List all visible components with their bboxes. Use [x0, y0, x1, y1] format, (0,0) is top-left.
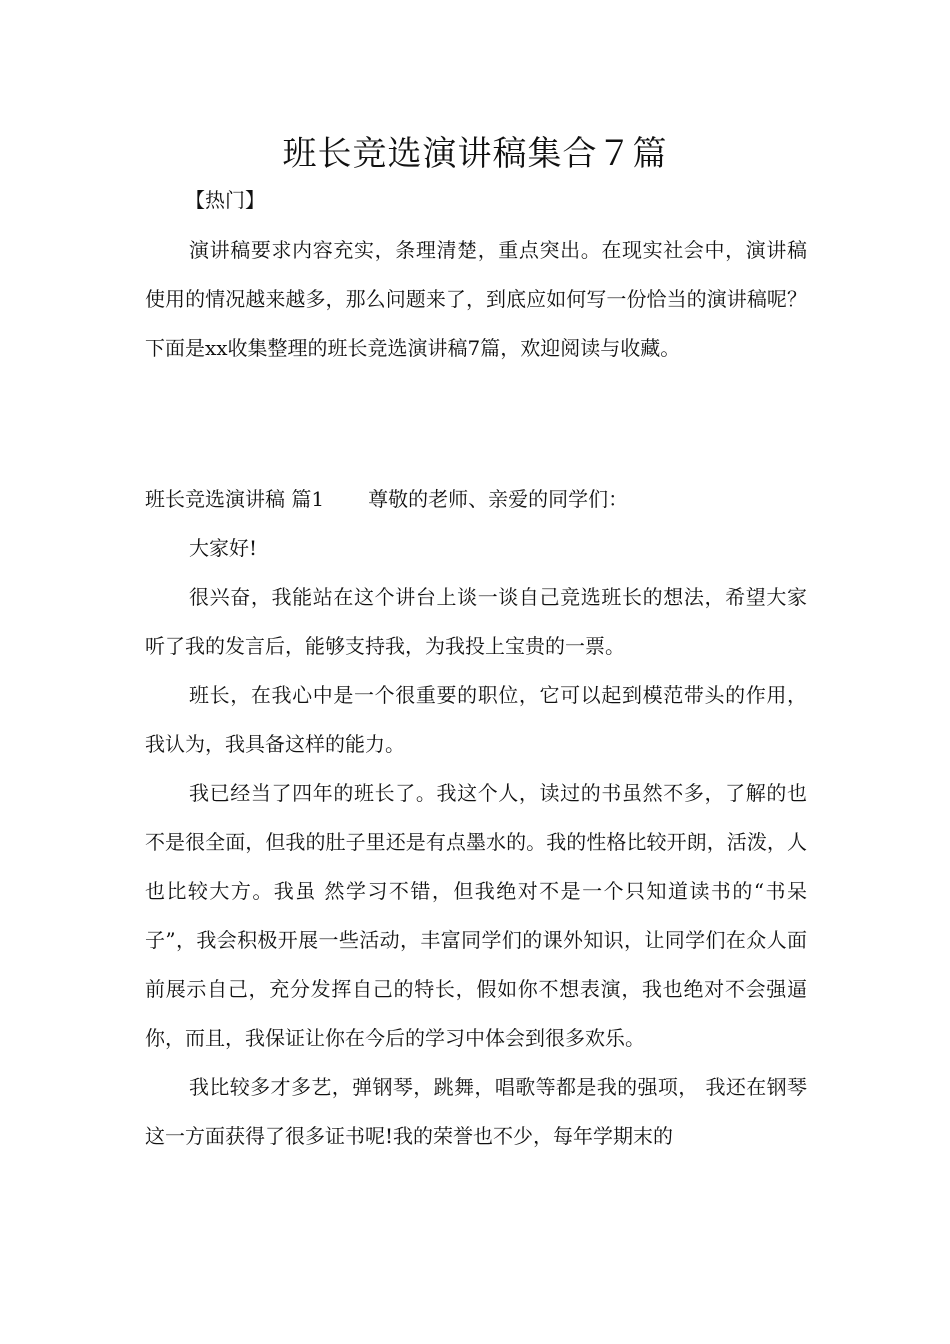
paragraph-talents: 我比较多才多艺，弹钢琴，跳舞，唱歌等都是我的强项， 我还在钢琴这一方面获得了很多证书呢!我的荣誉也不少，每年学期末的: [145, 1075, 807, 1148]
paragraph-experience: 我已经当了四年的班长了。我这个人，读过的书虽然不多，了解的也不是很全面，但我的肚子里还是有点墨水的。我的性格比较开朗，活泼，人也比较大方。我虽 然学习不错，但我绝对不是一个只知道读书的“书呆子”，我会积极开展一些活动，丰富同学们的课外知识，让同学们在众人面前展示自己，充分发挥自己的特长，假如你不想表演，我也绝对不会强逼你，而且，我保证让你在今后的学习中体会到很多欢乐。: [145, 781, 807, 1050]
paragraph-monitor-role: 班长，在我心中是一个很重要的职位，它可以起到模范带头的作用，我认为，我具备这样的能力。: [145, 683, 807, 756]
speech-content: [145, 475, 807, 1161]
section-heading: 班长竞选演讲稿 篇1: [145, 487, 325, 511]
paragraph-excited: 很兴奋，我能站在这个讲台上谈一谈自己竞选班长的想法，希望大家听了我的发言后，能够支持我，为我投上宝贵的一票。: [145, 585, 807, 658]
section-heading-line: [145, 475, 807, 524]
hot-tag: 【热门】: [185, 188, 265, 212]
paragraph-greeting: 大家好!: [189, 536, 258, 560]
document-title: 班长竞选演讲稿集合７篇: [282, 134, 668, 174]
salutation: 尊敬的老师、亲爱的同学们：: [368, 487, 629, 511]
intro-paragraph: 演讲稿要求内容充实，条理清楚，重点突出。在现实社会中，演讲稿使用的情况越来越多，那么问题来了，到底应如何写一份恰当的演讲稿呢？下面是xx收集整理的班长竞选演讲稿7篇，欢迎阅读与收藏。: [145, 238, 807, 360]
